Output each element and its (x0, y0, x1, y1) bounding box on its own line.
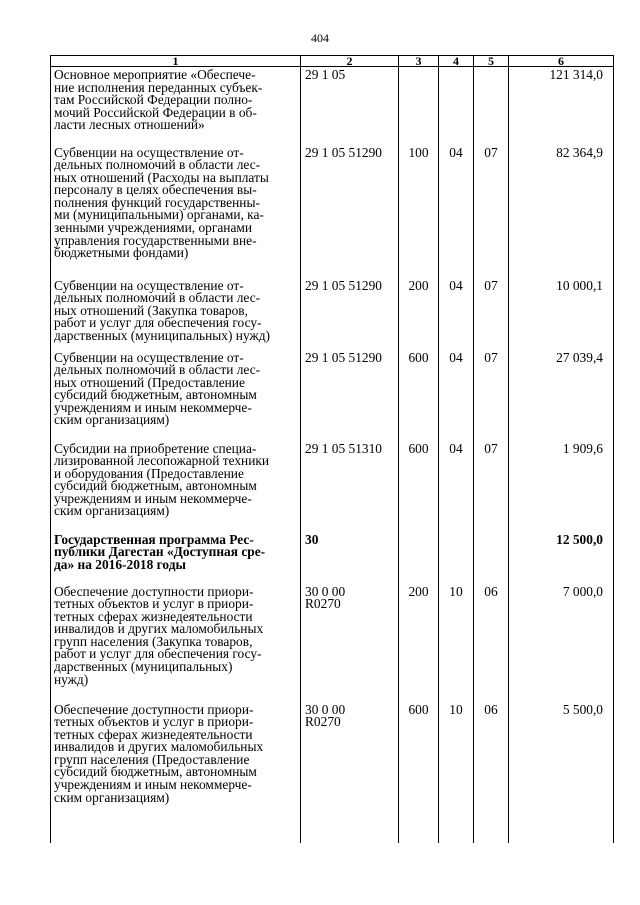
row-col3-cell: 100 (399, 145, 439, 278)
column-header: 2 (301, 56, 399, 67)
row-col3-cell: 600 (399, 441, 439, 532)
table-row (51, 350, 614, 441)
row-col5-cell: 07 (474, 350, 509, 441)
row-col3-cell (399, 67, 439, 145)
row-col3-cell: 200 (399, 278, 439, 350)
column-header: 5 (474, 56, 509, 67)
row-col5-cell: 07 (474, 441, 509, 532)
row-col5-cell: 06 (474, 702, 509, 843)
row-name-cell: Государственная программа Рес- публики Дагестан «Доступная сре- да» на 2016-2018 годы (51, 532, 301, 584)
row-col3-cell: 600 (399, 702, 439, 843)
table-body (51, 67, 614, 843)
table-row (51, 145, 614, 278)
row-amount-cell: 121 314,0 (509, 67, 614, 145)
row-name-cell: Субвенции на осуществление от- дельных полномочий в области лес- ных отношений (Расходы на выплаты персоналу в целях обеспечения вы- полнения функций государственны- ми (муниципальными) органами, ка- зенными учреждениями, органами управления государственными вне- бюджетными фондами) (51, 145, 301, 278)
row-col4-cell: 10 (439, 702, 474, 843)
row-code-cell: 29 1 05 51290 (301, 278, 399, 350)
row-col3-cell: 200 (399, 584, 439, 702)
row-code-cell: 29 1 05 51310 (301, 441, 399, 532)
budget-table (50, 55, 614, 843)
table-row (51, 67, 614, 145)
row-col5-cell: 07 (474, 145, 509, 278)
row-code-cell: 30 0 00 R0270 (301, 702, 399, 843)
column-header: 6 (509, 56, 614, 67)
row-name-cell: Основное мероприятие «Обеспече- ние исполнения переданных субъек- там Российской Федерации полно- мочий Российской Федерации в об- ласти лесных отношений» (51, 67, 301, 145)
column-header: 1 (51, 56, 301, 67)
row-col4-cell: 10 (439, 584, 474, 702)
row-col4-cell (439, 67, 474, 145)
row-amount-cell: 12 500,0 (509, 532, 614, 584)
row-amount-cell: 5 500,0 (509, 702, 614, 843)
column-header: 4 (439, 56, 474, 67)
row-name-cell: Обеспечение доступности приори- тетных объектов и услуг в приори- тетных сферах жизнедеятельности инвалидов и других маломобильных групп населения (Закупка товаров, работ и услуг для обеспечения госу- дарственных (муниципальных) нужд) (51, 584, 301, 702)
table-row (51, 278, 614, 350)
table-row (51, 532, 614, 584)
row-col4-cell (439, 532, 474, 584)
row-amount-cell: 7 000,0 (509, 584, 614, 702)
table-header-row (51, 56, 614, 67)
row-code-cell: 30 0 00 R0270 (301, 584, 399, 702)
row-name-cell: Субсидии на приобретение специа- лизированной лесопожарной техники и оборудования (Предоставление субсидий бюджетным, автономным учреждениям и иным некоммерче- ским организациям) (51, 441, 301, 532)
row-name-cell: Субвенции на осуществление от- дельных полномочий в области лес- ных отношений (Закупка товаров, работ и услуг для обеспечения госу- дарственных (муниципальных) нужд) (51, 278, 301, 350)
table-row (51, 702, 614, 843)
row-col4-cell: 04 (439, 441, 474, 532)
row-col5-cell: 07 (474, 278, 509, 350)
row-name-cell: Субвенции на осуществление от- дельных полномочий в области лес- ных отношений (Предоставление субсидий бюджетным, автономным учреждениям и иным некоммерче- ским организациям) (51, 350, 301, 441)
row-name-cell: Обеспечение доступности приори- тетных объектов и услуг в приори- тетных сферах жизнедеятельности инвалидов и других маломобильных групп населения (Предоставление субсидий бюджетным, автономным учреждениям и иным некоммерче- ским организациям) (51, 702, 301, 843)
row-col5-cell (474, 67, 509, 145)
row-code-cell: 29 1 05 51290 (301, 350, 399, 441)
page-number: 404 (311, 31, 329, 45)
table-row (51, 441, 614, 532)
row-amount-cell: 10 000,1 (509, 278, 614, 350)
row-col5-cell (474, 532, 509, 584)
row-col4-cell: 04 (439, 350, 474, 441)
row-col5-cell: 06 (474, 584, 509, 702)
column-header: 3 (399, 56, 439, 67)
row-amount-cell: 1 909,6 (509, 441, 614, 532)
row-code-cell: 30 (301, 532, 399, 584)
row-amount-cell: 27 039,4 (509, 350, 614, 441)
row-col3-cell: 600 (399, 350, 439, 441)
row-amount-cell: 82 364,9 (509, 145, 614, 278)
table-row (51, 584, 614, 702)
row-col4-cell: 04 (439, 278, 474, 350)
row-col3-cell (399, 532, 439, 584)
row-code-cell: 29 1 05 51290 (301, 145, 399, 278)
row-col4-cell: 04 (439, 145, 474, 278)
row-code-cell: 29 1 05 (301, 67, 399, 145)
